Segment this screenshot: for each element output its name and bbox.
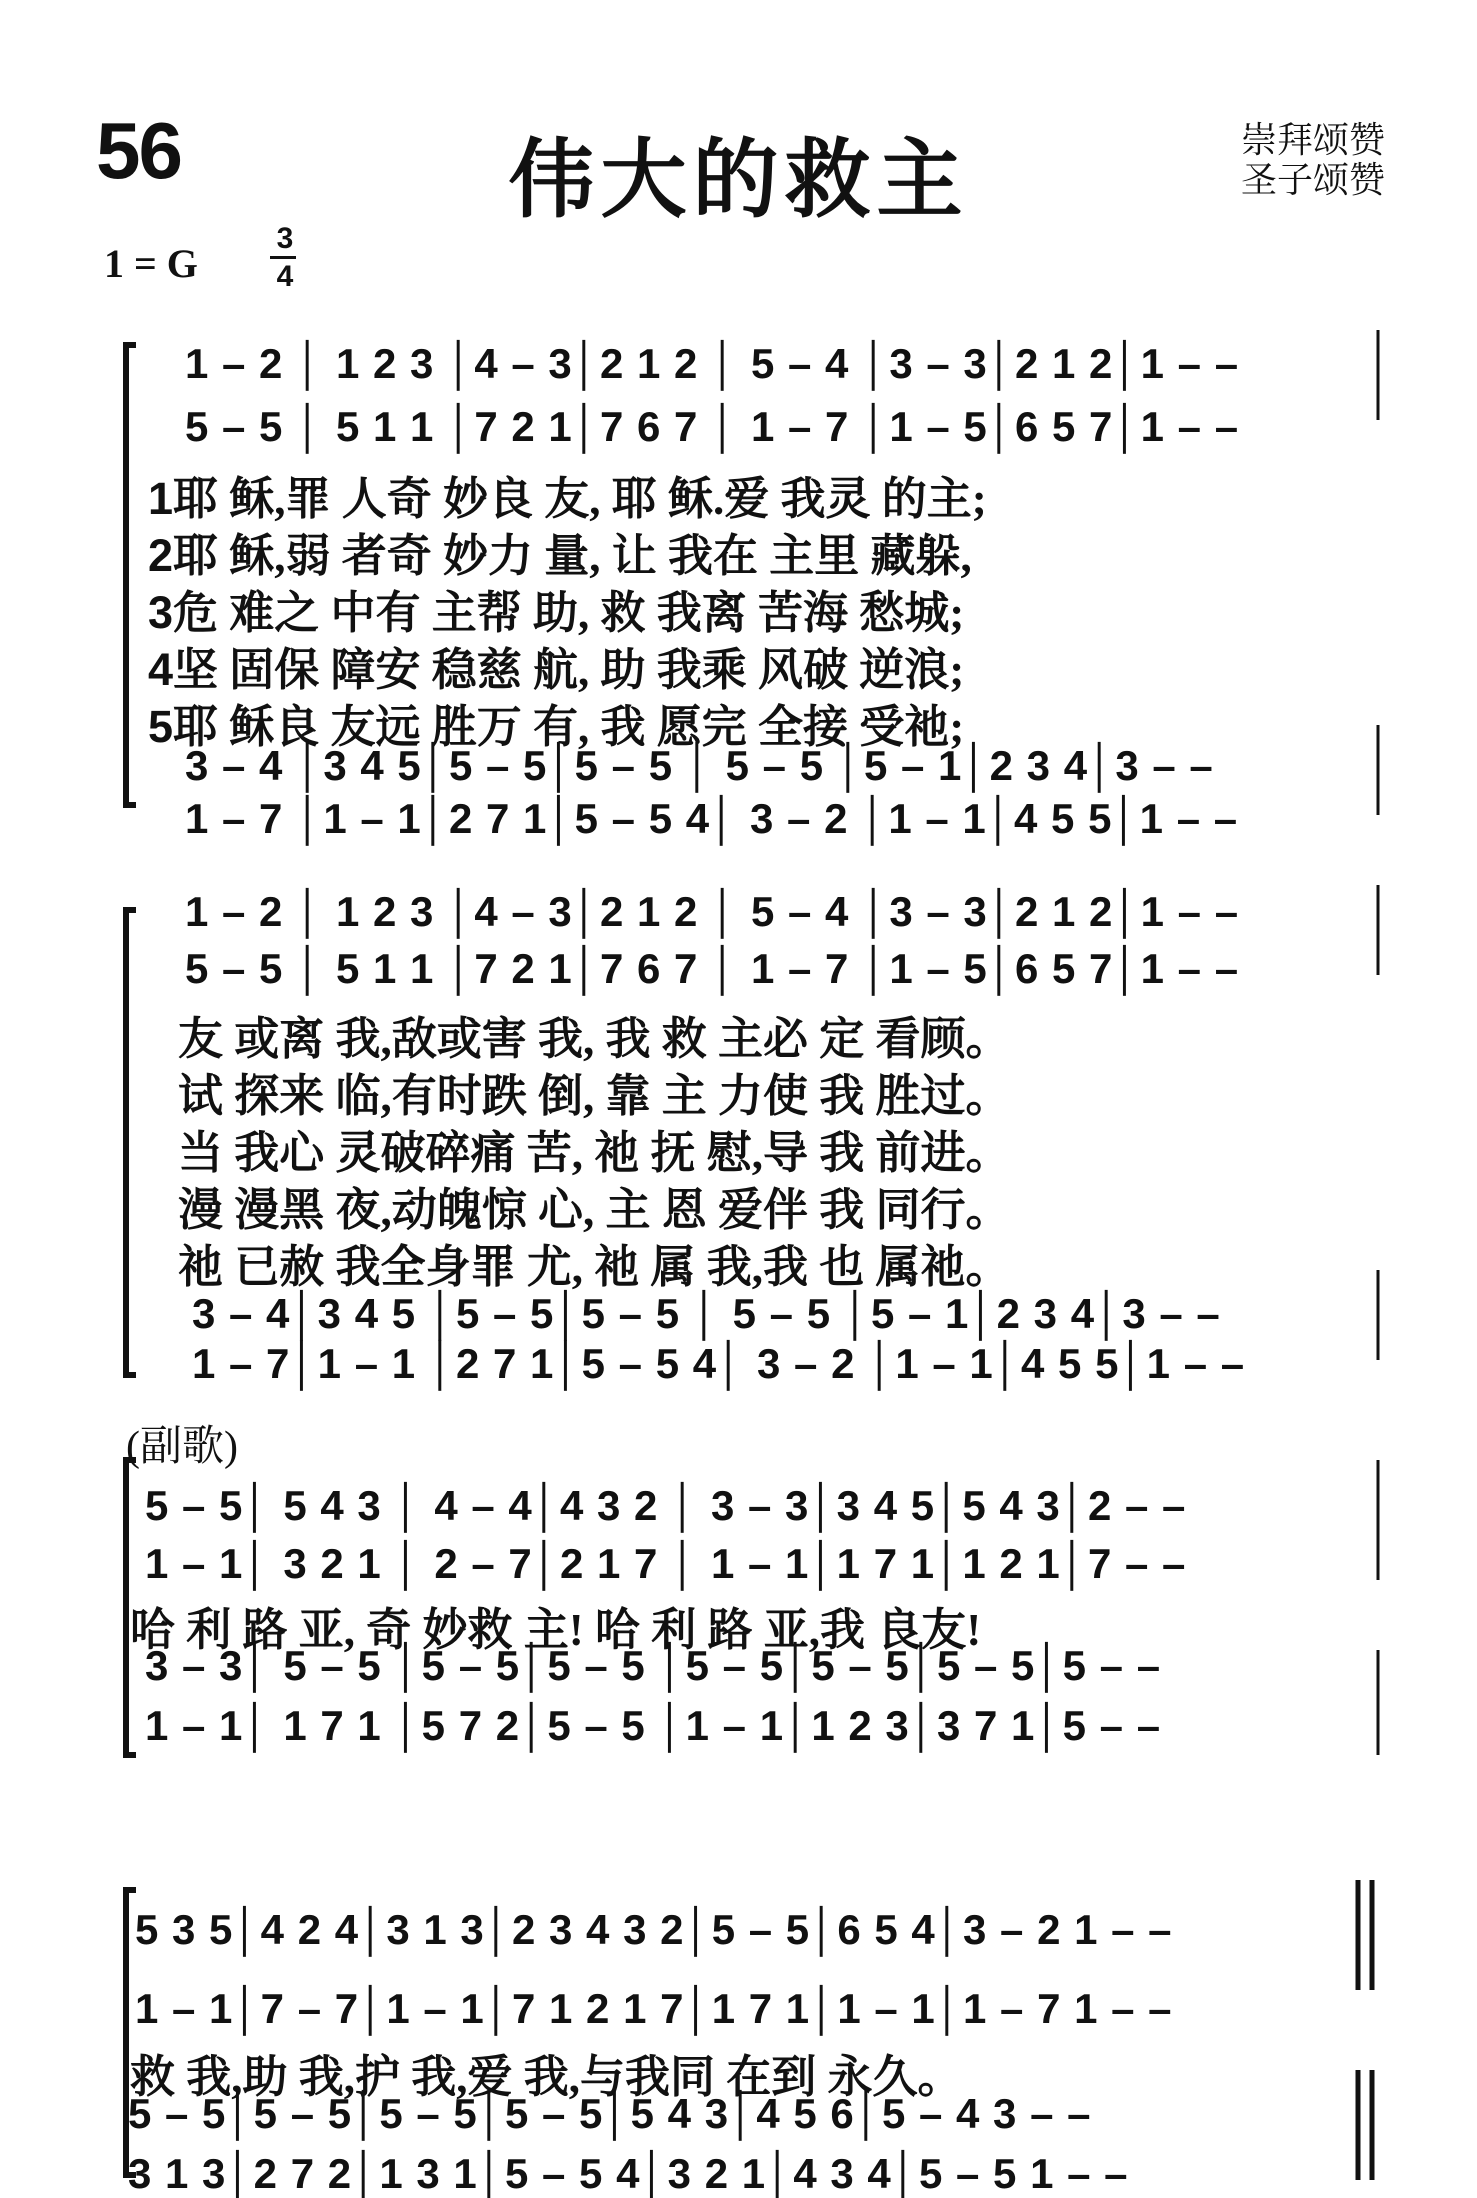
verse-text: 耶 稣,罪 人奇 妙良 友, 耶 稣.爱 我灵 的主;: [173, 474, 987, 524]
system2-tenor: 3 – 4│3 4 5 │5 – 5│5 – 5 │ 5 – 5 │5 – 1│2 3 4│3 – –: [192, 1290, 1221, 1337]
system2-verse-2: 试 探来 临,有时跌 倒, 靠 主 力使 我 胜过。: [178, 1071, 1011, 1121]
system2-verse-1: 友 或离 我,敌或害 我, 我 救 主必 定 看顾。: [178, 1014, 1011, 1064]
verse-number: 1: [148, 473, 174, 524]
time-signature-top: 3: [276, 222, 294, 255]
system2-verse-5: 祂 已赦 我全身罪 尤, 祂 属 我,我 也 属祂。: [178, 1242, 1011, 1292]
chorus-label: (副歌): [126, 1424, 238, 1470]
system2-verse-3: 当 我心 灵破碎痛 苦, 祂 抚 慰,导 我 前进。: [178, 1128, 1011, 1178]
system2-verse-4: 漫 漫黑 夜,动魄惊 心, 主 恩 爱伴 我 同行。: [178, 1185, 1011, 1235]
system1-bass: 1 – 7 │1 – 1│2 7 1│5 – 5 4│ 3 – 2 │1 – 1│4 5 5│1 – –: [185, 795, 1239, 842]
verse-number: 3: [148, 587, 174, 638]
system1-alto: 5 – 5 │ 5 1 1 │7 2 1│7 6 7 │ 1 – 7 │1 – 5│6 5 7│1 – –: [185, 403, 1240, 450]
verse-number: 5: [148, 701, 174, 752]
time-signature-bottom: 4: [276, 260, 294, 293]
source-label: 崇拜颂赞: [1240, 120, 1385, 160]
chorus2-soprano: 5 3 5│4 2 4│3 1 3│2 3 4 3 2│5 – 5│6 5 4│3 – 2 1 – –: [135, 1906, 1173, 1953]
verse-number: 4: [148, 644, 174, 695]
verse-number: 2: [148, 530, 174, 581]
chorus2-alto: 1 – 1│7 – 7│1 – 1│7 1 2 1 7│1 7 1│1 – 1│1 – 7 1 – –: [135, 1985, 1173, 2032]
chorus1-soprano: 5 – 5│ 5 4 3 │ 4 – 4│4 3 2 │ 3 – 3│3 4 5│5 4 3│2 – –: [145, 1482, 1187, 1529]
system2-soprano: 1 – 2 │ 1 2 3 │4 – 3│2 1 2 │ 5 – 4 │3 – 3│2 1 2│1 – –: [185, 888, 1240, 935]
verse-text: 耶 稣,弱 者奇 妙力 量, 让 我在 主里 藏躲,: [173, 531, 972, 581]
system1-verse-3: [148, 576, 964, 641]
verse-text: 危 难之 中有 主帮 助, 救 我离 苦海 愁城;: [173, 588, 965, 638]
chorus2-lyrics: 救 我,助 我,护 我,爱 我,与我同 在到 永久。: [130, 2052, 963, 2102]
verse-text: 耶 稣良 友远 胜万 有, 我 愿完 全接 受祂;: [173, 702, 965, 752]
system1-verse-2: [148, 519, 972, 584]
system1-verse-4: [148, 633, 964, 698]
chorus2-bass: 3 1 3│2 7 2│1 3 1│5 – 5 4│3 2 1│4 3 4│5 – 5 1 – –: [128, 2150, 1129, 2197]
hymn-number: 56: [96, 106, 181, 195]
system1-tenor: 3 – 4 │3 4 5│5 – 5│5 – 5 │ 5 – 5 │5 – 1│2 3 4│3 – –: [185, 742, 1214, 789]
system1-soprano: 1 – 2 │ 1 2 3 │4 – 3│2 1 2 │ 5 – 4 │3 – 3│2 1 2│1 – –: [185, 340, 1240, 387]
key-signature: 1 = G: [104, 241, 198, 286]
chorus1-bass: 1 – 1│ 1 7 1 │5 7 2│5 – 5 │1 – 1│1 2 3│3 7 1│5 – –: [145, 1702, 1162, 1749]
hymn-title: 伟大的救主: [508, 132, 969, 228]
chorus1-alto: 1 – 1│ 3 2 1 │ 2 – 7│2 1 7 │ 1 – 1│1 7 1│1 2 1│7 – –: [145, 1540, 1187, 1587]
system1-verse-1: [148, 462, 987, 527]
source-label: 圣子颂赞: [1240, 160, 1385, 200]
verse-text: 坚 固保 障安 稳慈 航, 助 我乘 风破 逆浪;: [173, 645, 965, 695]
system2-alto: 5 – 5 │ 5 1 1 │7 2 1│7 6 7 │ 1 – 7 │1 – 5│6 5 7│1 – –: [185, 945, 1240, 992]
chorus1-lyrics: 哈 利 路 亚, 奇 妙救 主! 哈 利 路 亚,我 良友!: [130, 1605, 982, 1655]
chorus1-tenor: 3 – 3│ 5 – 5 │5 – 5│5 – 5 │5 – 5│5 – 5│5 – 5│5 – –: [145, 1642, 1162, 1689]
chorus2-tenor: 5 – 5│5 – 5│5 – 5│5 – 5│5 4 3│4 5 6│5 – 4 3 – –: [128, 2090, 1092, 2137]
system2-bass: 1 – 7│1 – 1 │2 7 1│5 – 5 4│ 3 – 2 │1 – 1│4 5 5│1 – –: [192, 1340, 1246, 1387]
